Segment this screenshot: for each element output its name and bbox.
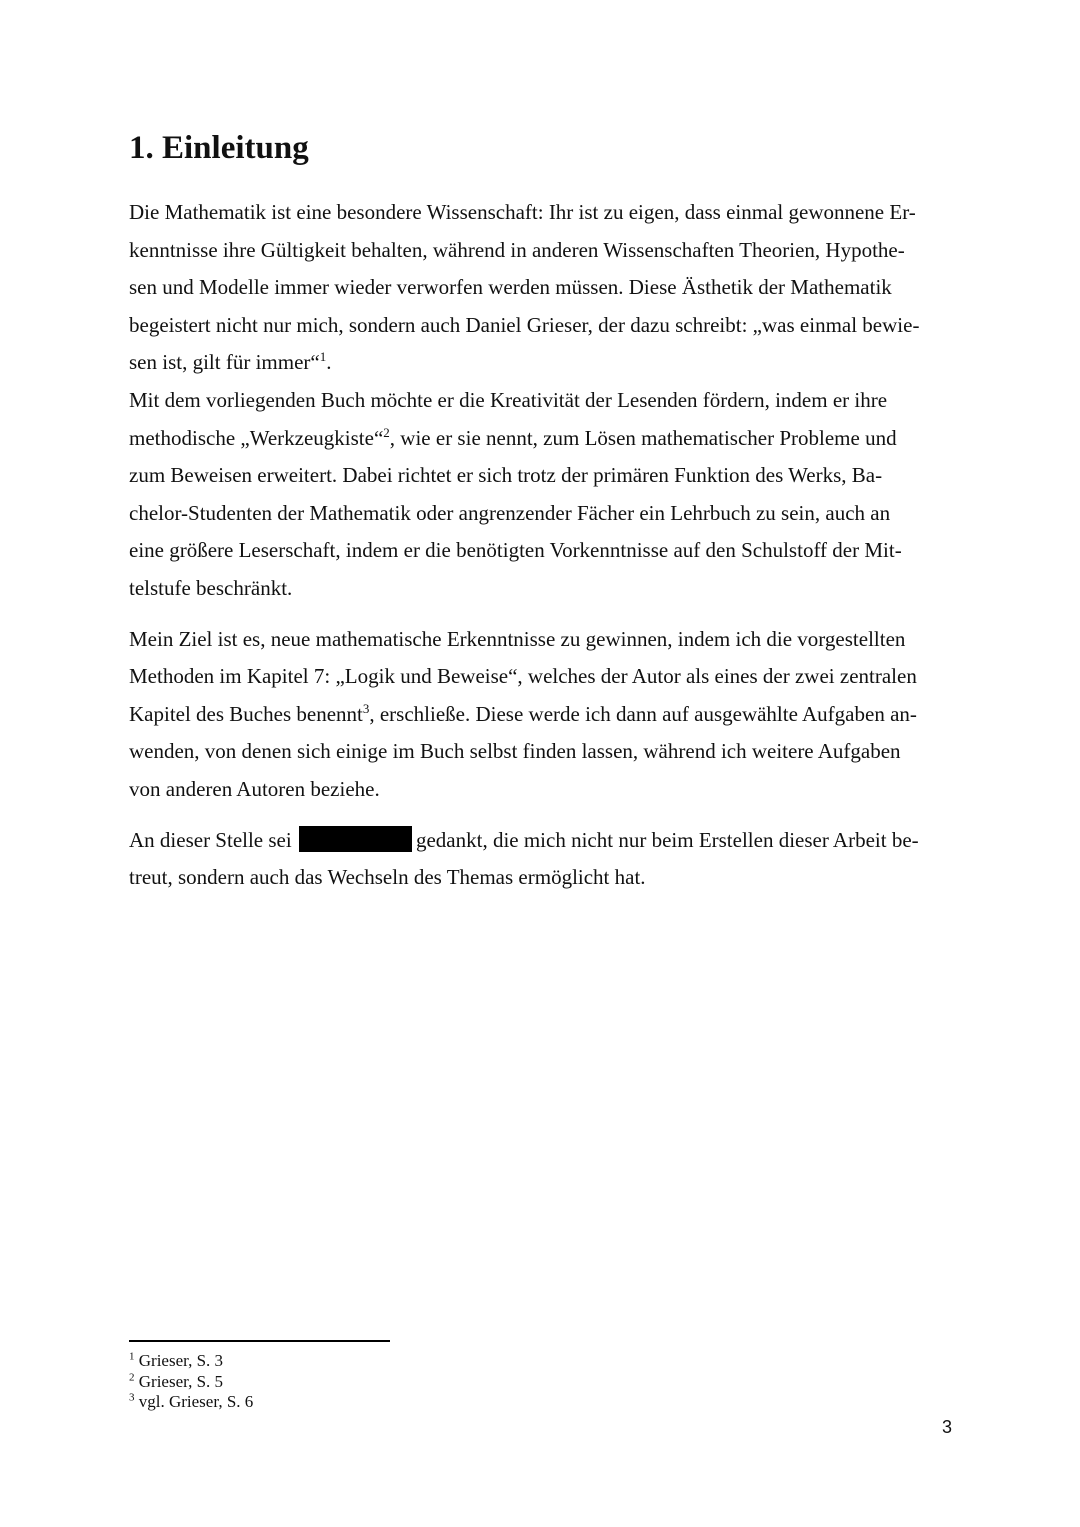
text-line: Mit dem vorliegenden Buch möchte er die Kreativität der Lesenden fördern, indem er ihre bbox=[129, 387, 888, 412]
footnote-mark: 3 bbox=[129, 1391, 135, 1404]
text-line: Methoden im Kapitel 7: „Logik und Beweise“, welches der Autor als eines der zwei zentralen bbox=[129, 664, 917, 689]
text-line: telstufe beschränkt. bbox=[129, 575, 293, 600]
page-number: 3 bbox=[941, 1417, 952, 1437]
text-segment: , erschließe. Diese werde ich dann auf ausgewählte Aufgaben an- bbox=[369, 701, 917, 726]
text-line: von anderen Autoren beziehe. bbox=[129, 776, 380, 801]
text-segment: . bbox=[326, 350, 332, 375]
footnote bbox=[129, 1372, 253, 1393]
text-line bbox=[129, 696, 959, 734]
footnote bbox=[129, 1392, 253, 1413]
text-line: sen und Modelle immer wieder verworfen werden müssen. Diese Ästhetik der Mathematik bbox=[129, 275, 892, 300]
text-line bbox=[129, 344, 959, 382]
paragraph-spacing bbox=[129, 809, 959, 822]
text-segment: , wie er sie nennt, zum Lösen mathematischer Probleme und bbox=[389, 425, 897, 450]
paragraph-intro bbox=[129, 194, 959, 608]
paragraph-goal bbox=[129, 621, 959, 809]
text-line: chelor-Studenten der Mathematik oder angrenzender Fächer ein Lehrbuch zu sein, auch an bbox=[129, 500, 891, 525]
chapter-heading: 1. Einleitung bbox=[129, 130, 309, 166]
text-line: treut, sondern auch das Wechseln des Themas ermöglicht hat. bbox=[129, 865, 646, 890]
footnote-text: vgl. Grieser, S. 6 bbox=[138, 1392, 254, 1411]
text-segment: Kapitel des Buches benennt bbox=[129, 701, 363, 726]
footnote-separator bbox=[129, 1340, 390, 1342]
footnotes bbox=[129, 1351, 253, 1413]
footnote-text: Grieser, S. 5 bbox=[138, 1371, 224, 1391]
footnote-text: Grieser, S. 3 bbox=[138, 1351, 224, 1370]
text-line: Die Mathematik ist eine besondere Wissenschaft: Ihr ist zu eigen, dass einmal gewonnene Er- bbox=[129, 200, 916, 224]
footnote bbox=[129, 1351, 253, 1372]
text-line: wenden, von denen sich einige im Buch selbst finden lassen, während ich weitere Aufgaben bbox=[129, 739, 901, 764]
paragraph-spacing bbox=[129, 608, 959, 621]
text-line: eine größere Leserschaft, indem er die benötigten Vorkenntnisse auf den Schulstoff der Mit- bbox=[129, 538, 902, 563]
text-segment: gedankt, die mich nicht nur beim Erstellen dieser Arbeit be- bbox=[415, 827, 919, 852]
text-line: Mein Ziel ist es, neue mathematische Erkenntnisse zu gewinnen, indem ich die vorgestellten bbox=[129, 626, 906, 651]
footnote-mark: 1 bbox=[129, 1350, 135, 1363]
text-segment: methodische „Werkzeugkiste“ bbox=[129, 425, 384, 450]
text-line bbox=[129, 822, 959, 860]
text-line: kenntnisse ihre Gültigkeit behalten, während in anderen Wissenschaften Theorien, Hypothe- bbox=[129, 237, 905, 262]
body-text bbox=[129, 194, 959, 897]
paragraph-acknowledgement bbox=[129, 822, 959, 897]
redacted-name bbox=[299, 826, 412, 852]
footnote-reference: 2 bbox=[383, 424, 390, 440]
text-line: zum Beweisen erweitert. Dabei richtet er sich trotz der primären Funktion des Werks, Ba- bbox=[129, 463, 883, 488]
text-segment: An dieser Stelle sei bbox=[129, 827, 292, 852]
footnote-mark: 2 bbox=[129, 1370, 135, 1383]
text-segment: sen ist, gilt für immer“ bbox=[129, 350, 320, 375]
text-line bbox=[129, 420, 959, 458]
text-line: begeistert nicht nur mich, sondern auch Daniel Grieser, der dazu schreibt: „was einmal bewie- bbox=[129, 312, 920, 337]
footnote-reference: 1 bbox=[319, 349, 327, 365]
footnote-reference: 3 bbox=[362, 700, 370, 716]
